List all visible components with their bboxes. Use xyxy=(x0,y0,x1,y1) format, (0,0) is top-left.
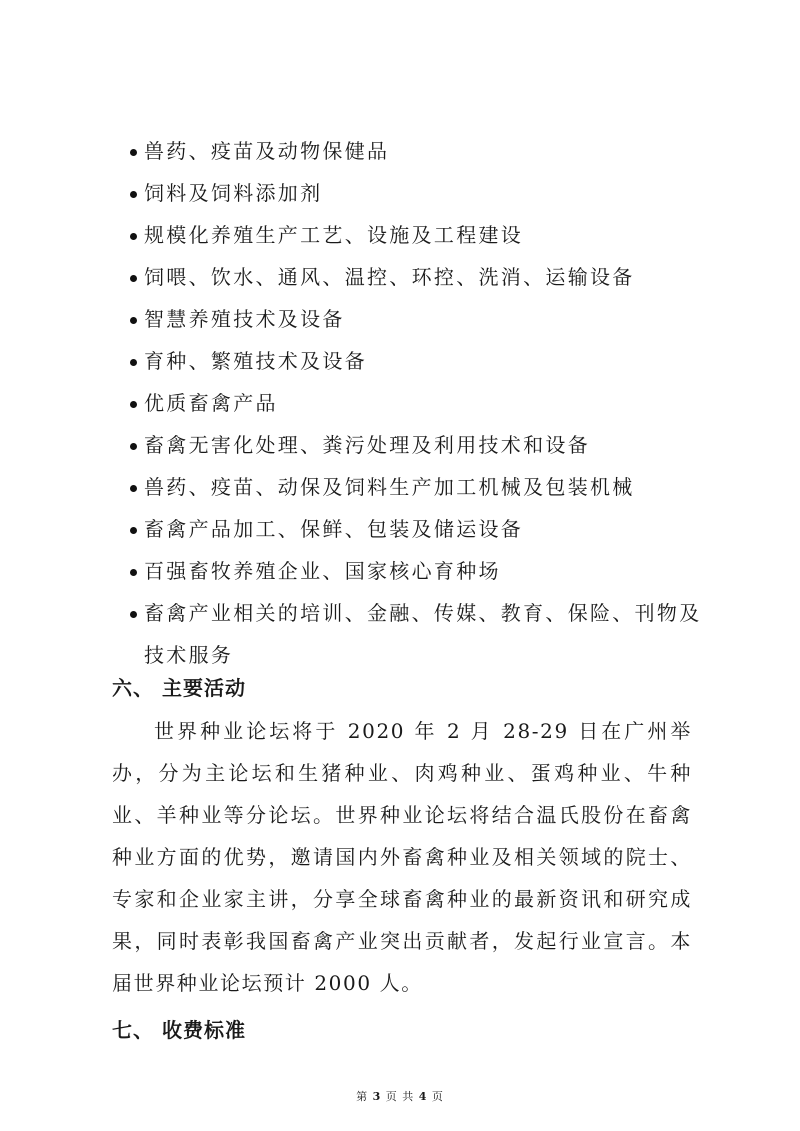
list-item xyxy=(128,298,718,340)
list-item xyxy=(128,382,718,424)
list-item-text: 育种、繁殖技术及设备 xyxy=(144,349,367,373)
list-item-text: 智慧养殖技术及设备 xyxy=(144,307,345,331)
list-item-text: 饲喂、饮水、通风、温控、环控、洗消、运输设备 xyxy=(144,265,635,289)
list-item xyxy=(128,172,718,214)
bullet-icon xyxy=(128,130,138,172)
main-activities-paragraph: 世界种业论坛将于 2020 年 2 月 28-29 日在广州举办，分为主论坛和生猪种业、肉鸡种业、蛋鸡种业、牛种业、羊种业等分论坛。世界种业论坛将结合温氏股份在畜禽种业方面的优势，邀请国内外畜禽种业及相关领域的院士、专家和企业家主讲，分享全球畜禽种业的最新资讯和研究成果，同时表彰我国畜禽产业突出贡献者，发起行业宣言。本届世界种业论坛预计 2000 人。 xyxy=(112,719,692,995)
bullet-icon xyxy=(128,424,138,466)
list-item-text: 畜禽无害化处理、粪污处理及利用技术和设备 xyxy=(144,433,590,457)
list-item-text: 兽药、疫苗、动保及饲料生产加工机械及包装机械 xyxy=(144,475,635,499)
list-item xyxy=(128,550,718,592)
footer-prefix: 第 xyxy=(356,1090,369,1103)
bullet-icon xyxy=(128,298,138,340)
bullet-icon xyxy=(128,592,138,634)
list-item xyxy=(128,424,718,466)
list-item xyxy=(128,466,718,508)
bullet-icon xyxy=(128,340,138,382)
list-item-text: 畜禽产品加工、保鲜、包装及储运设备 xyxy=(144,517,524,541)
footer-total-pages: 4 xyxy=(418,1090,428,1103)
list-item-text: 规模化养殖生产工艺、设施及工程建设 xyxy=(144,223,524,247)
section-heading-fee-standard: 七、 收费标准 xyxy=(112,1018,246,1042)
bullet-icon xyxy=(128,382,138,424)
list-item-text: 饲料及饲料添加剂 xyxy=(144,181,323,205)
footer-suffix: 页 xyxy=(431,1090,444,1103)
list-item xyxy=(128,214,718,256)
list-item xyxy=(128,592,718,676)
section-heading-main-activities: 六、 主要活动 xyxy=(112,676,246,700)
bullet-icon xyxy=(128,214,138,256)
exhibit-scope-list xyxy=(128,130,718,676)
bullet-icon xyxy=(128,466,138,508)
list-item-text: 兽药、疫苗及动物保健品 xyxy=(144,139,390,163)
bullet-icon xyxy=(128,550,138,592)
list-item-text: 优质畜禽产品 xyxy=(144,391,278,415)
footer-page-number: 3 xyxy=(372,1090,382,1103)
list-item-text: 畜禽产业相关的培训、金融、传媒、教育、保险、刊物及技术服务 xyxy=(144,601,702,667)
page-footer xyxy=(0,1088,800,1104)
list-item xyxy=(128,508,718,550)
list-item-text: 百强畜牧养殖企业、国家核心育种场 xyxy=(144,559,501,583)
list-item xyxy=(128,256,718,298)
list-item xyxy=(128,340,718,382)
bullet-icon xyxy=(128,508,138,550)
bullet-icon xyxy=(128,256,138,298)
bullet-icon xyxy=(128,172,138,214)
footer-mid: 页 共 xyxy=(385,1090,415,1103)
list-item xyxy=(128,130,718,172)
